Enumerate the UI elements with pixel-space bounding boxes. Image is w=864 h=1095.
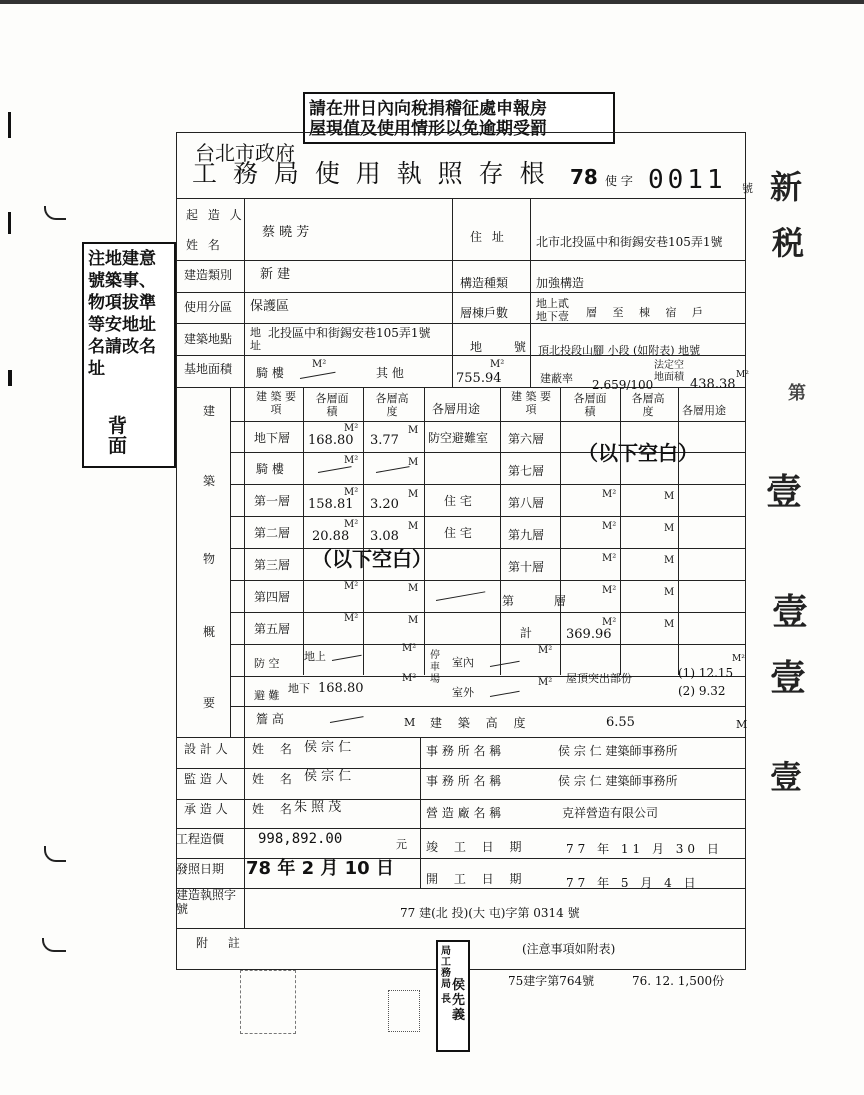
build-type-label: 建造類別	[184, 268, 233, 282]
scan-mark	[44, 206, 66, 220]
faint-stamp	[388, 990, 420, 1032]
build-type-value: 新 建	[260, 267, 291, 282]
m-unit: M	[736, 718, 748, 731]
instruction-text: 注地建意號築事、物項拔準等安地址名請改名址	[88, 249, 156, 379]
col-floor-use-right: 各層用途	[682, 404, 726, 417]
scan-mark	[8, 370, 12, 386]
lot-label: 地 號	[470, 340, 540, 354]
designer-name: 侯 宗 仁	[304, 740, 352, 755]
margin-char: 壹	[766, 472, 803, 513]
floors-label: 層棟戶數	[460, 306, 509, 320]
zone-label: 使用分區	[184, 300, 233, 314]
permit-no-value: 77 建(北 投)(大 屯)字第 0314 號	[400, 906, 580, 920]
floor-right-name: 第 層	[502, 594, 584, 608]
contractor-office: 克祥營造有限公司	[562, 806, 659, 820]
cost-unit: 元	[396, 838, 407, 851]
floor-left-height: 3.20	[370, 497, 399, 512]
margin-char: 壹	[772, 592, 809, 633]
applicant-label-a: 起 造 人	[186, 208, 245, 222]
faint-stamp	[240, 970, 296, 1034]
seal-name: 侯先義	[452, 978, 466, 1023]
m2-unit: M²	[602, 489, 617, 500]
applicant-addr: 北市北投區中和街錫安巷105弄1號	[536, 235, 723, 249]
notes-value: (注意事項如附表)	[522, 942, 616, 956]
supervisor-office-label: 事 務 所 名 稱	[426, 774, 502, 788]
legal-open-value: 438.38	[690, 377, 736, 392]
floor-left-height: 3.77	[370, 433, 399, 448]
m-unit: M	[404, 716, 416, 729]
base-arcade-label: 騎 樓	[256, 366, 284, 380]
vertical-label-3: 物	[203, 552, 216, 566]
form-title: 工 務 局 使 用 執 照 存 根	[192, 159, 549, 188]
blank-note-right: （以下空白）	[578, 441, 698, 465]
coverage-label: 建蔽率	[540, 372, 573, 385]
m-unit: M	[664, 619, 675, 630]
blank-note-left: （以下空白）	[312, 547, 432, 571]
tax-notice-line1: 請在卅日內向稅捐稽征處申報房	[309, 99, 547, 119]
instruction-back: 背面	[108, 415, 128, 457]
m-unit: M	[664, 523, 675, 534]
struct-value: 加強構造	[536, 276, 585, 290]
applicant-label-b: 姓 名	[186, 238, 223, 252]
col-floor-area-left: 各層面積	[315, 392, 349, 418]
scan-mark	[44, 846, 66, 862]
vertical-label-5: 要	[203, 696, 216, 710]
col-floor-area-right: 各層面積	[573, 392, 607, 418]
supervisor-name-label: 姓 名	[252, 772, 298, 786]
base-arcade-unit: M²	[312, 359, 327, 370]
roof-protrude-label: 屋頂突出部份	[566, 672, 632, 685]
building-height-value: 6.55	[606, 715, 635, 730]
m2-unit: M²	[402, 643, 417, 654]
floor-left-name: 第一層	[254, 494, 291, 508]
margin-char: 壹	[770, 758, 803, 796]
base-other-value: 755.94	[456, 371, 502, 386]
start-date: 77 年 5 月 4 日	[566, 876, 700, 890]
site-addr-label: 地 址	[250, 326, 261, 352]
floor-left-name: 第四層	[254, 590, 291, 604]
m2-unit: M²	[344, 613, 359, 624]
permit-year: 78	[570, 165, 598, 189]
floor-left-area: 158.81	[308, 497, 354, 512]
permit-no-label: 建造執照字 號	[176, 888, 237, 916]
designer-office: 侯 宗 仁 建築師事務所	[558, 744, 678, 758]
notes-label: 附 註	[196, 936, 248, 950]
gov-name: 台北市政府	[195, 141, 295, 165]
site-addr: 北投區中和街錫安巷105弄1號	[268, 326, 431, 340]
designer-name-label: 姓 名	[252, 742, 298, 756]
m2-unit: M²	[602, 521, 617, 532]
coverage-value: 2.659/100	[592, 378, 654, 392]
struct-label: 構造種類	[460, 276, 509, 290]
m-unit: M	[408, 457, 419, 468]
col-arch-items-left: 建 築 要 項	[256, 390, 296, 416]
supervisor-office: 侯 宗 仁 建築師事務所	[558, 774, 678, 788]
contractor-office-label: 營 造 廠 名 稱	[426, 806, 502, 820]
applicant-name: 蔡 曉 芳	[262, 225, 310, 240]
m-unit: M	[408, 489, 419, 500]
floor-left-name: 騎 樓	[256, 462, 284, 476]
margin-char: 第	[788, 383, 806, 404]
floor-right-name: 第九層	[508, 528, 545, 542]
m2-unit: M²	[732, 654, 745, 664]
permit-suffix: 號	[742, 182, 753, 195]
floor-left-name: 地下層	[254, 431, 291, 445]
seal-line1: 局工務局	[441, 946, 451, 990]
permit-number: 0011	[648, 165, 727, 195]
m-unit: M	[408, 615, 419, 626]
cost-value: 998,892.00	[258, 831, 343, 847]
m2-unit: M²	[344, 487, 359, 498]
m-unit: M	[664, 491, 675, 502]
legal-open-label: 法定空地面積	[654, 360, 684, 383]
m2-unit: M²	[402, 673, 417, 684]
floor-left-height: 3.08	[370, 529, 399, 544]
m-unit: M	[664, 555, 675, 566]
floor-left-use: 住 宅	[444, 526, 472, 540]
floor-right-name: 第七層	[508, 464, 545, 478]
seal-line2: 長	[441, 994, 451, 1005]
vertical-label-2: 築	[203, 474, 216, 488]
zone-value: 保護區	[250, 299, 290, 314]
col-arch-items-right: 建 築 要 項	[511, 390, 551, 416]
floor-right-name: 計	[520, 626, 533, 640]
m2-unit: M²	[344, 519, 359, 530]
supervisor-label: 監 造 人	[184, 772, 228, 786]
footer-print: 76. 12. 1,500份	[632, 974, 725, 988]
floor-right-name: 第六層	[508, 432, 545, 446]
done-date: 77 年 11 月 30 日	[566, 842, 723, 856]
m2-unit: M²	[344, 423, 359, 434]
footer-code: 75建字第764號	[508, 974, 595, 988]
scan-mark	[0, 0, 864, 4]
floor-left-area: 20.88	[312, 529, 350, 544]
shelter-below-value: 168.80	[318, 681, 364, 696]
shelter-above: 地上	[304, 650, 326, 663]
official-seal	[436, 940, 470, 1052]
floors-above: 地上貳	[536, 297, 569, 310]
designer-office-label: 事 務 所 名 稱	[426, 744, 502, 758]
floor-left-use: 住 宅	[444, 494, 472, 508]
contractor-name-label: 姓 名	[252, 802, 298, 816]
m2-unit: M²	[344, 581, 359, 592]
vertical-label-1: 建	[203, 404, 216, 418]
parking-label: 停 車 場	[430, 650, 440, 685]
base-other-label: 其 他	[376, 366, 404, 380]
m2-unit: M²	[602, 553, 617, 564]
roof-protrude-2: (2) 9.32	[678, 684, 726, 698]
lot-value: 頂北投段山腳 小段 (如附表) 地號	[538, 344, 701, 357]
contractor-label: 承 造 人	[184, 802, 228, 816]
issue-label: 發照日期	[176, 862, 225, 876]
designer-label: 設 計 人	[184, 742, 228, 756]
floors-below: 地下壹	[536, 310, 569, 323]
scan-mark	[42, 938, 66, 952]
m-unit: M	[408, 521, 419, 532]
floor-left-name: 第五層	[254, 622, 291, 636]
floor-right-name: 第八層	[508, 496, 545, 510]
cost-label: 工程造價	[176, 832, 225, 846]
parking-indoor: 室內	[452, 656, 474, 669]
supervisor-name: 侯 宗 仁	[304, 769, 352, 784]
vertical-label-4: 概	[203, 625, 216, 639]
m2-unit: M²	[602, 617, 617, 628]
col-floor-height-left: 各層高度	[375, 392, 409, 418]
legal-open-unit: M²	[736, 370, 749, 380]
applicant-addr-label: 住 址	[470, 230, 507, 244]
building-height-label: 建 築 高 度	[430, 716, 532, 730]
margin-char: 新	[770, 168, 803, 206]
site-label: 建築地點	[184, 332, 233, 346]
eave-label: 簷 高	[256, 712, 284, 726]
roof-protrude-1: (1) 12.15	[678, 666, 734, 680]
floor-left-name: 第三層	[254, 558, 291, 572]
shelter-below: 地下	[288, 682, 310, 695]
permit-word: 使 字	[605, 174, 633, 188]
issue-date: 78 年 2 月 10 日	[246, 858, 394, 879]
m2-unit: M²	[602, 585, 617, 596]
total-area: 369.96	[566, 627, 612, 642]
m-unit: M	[408, 583, 419, 594]
floor-left-area: 168.80	[308, 433, 354, 448]
floors-rest: 層 至 棟 宿 戶	[586, 306, 709, 319]
col-floor-height-right: 各層高度	[631, 392, 665, 418]
scan-mark	[8, 112, 11, 138]
contractor-name: 朱 照 茂	[294, 800, 342, 815]
m2-unit: M²	[538, 677, 553, 688]
m-unit: M	[664, 587, 675, 598]
margin-char: 税	[772, 224, 805, 262]
margin-char: 壹	[770, 658, 807, 699]
scan-mark	[8, 212, 11, 234]
tax-notice-line2: 屋現值及使用情形以免逾期受罰	[309, 119, 547, 139]
m-unit: M	[408, 425, 419, 436]
base-area-label: 基地面積	[184, 362, 233, 376]
parking-outdoor: 室外	[452, 686, 474, 699]
m2-unit: M²	[538, 645, 553, 656]
floor-right-name: 第十層	[508, 560, 545, 574]
floor-left-use: 防空避難室	[428, 431, 489, 445]
start-label: 開 工 日 期	[426, 872, 528, 886]
m2-unit: M²	[344, 455, 359, 466]
shelter-label-a: 防 空 避 難	[254, 657, 280, 702]
instruction-stamp	[82, 242, 176, 468]
col-floor-use-left: 各層用途	[432, 402, 481, 416]
base-other-unit: M²	[490, 359, 505, 370]
floor-left-name: 第二層	[254, 526, 291, 540]
done-label: 竣 工 日 期	[426, 840, 528, 854]
